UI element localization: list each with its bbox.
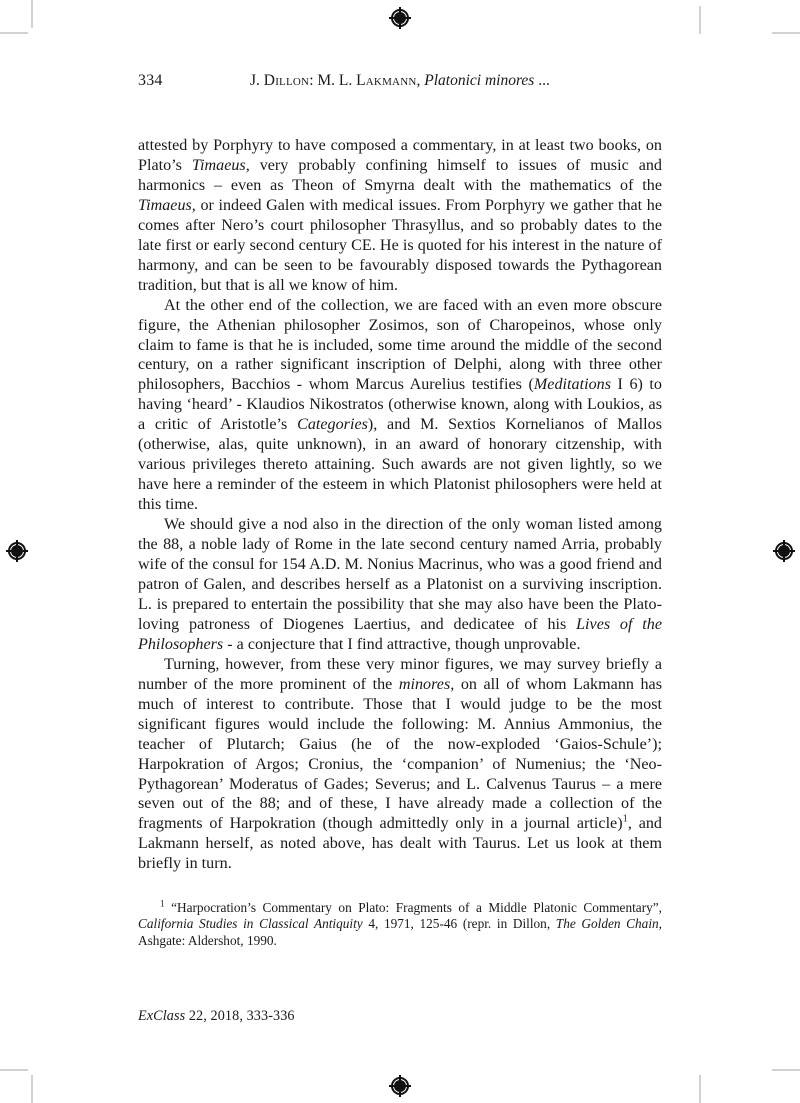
- text-run: At the other end of the collection, we are faced with an even more obscure figure, the Athenian philosopher Zosimos, son of Charopeinos, whose only claim to fame is that he is included, some time around the middle of the second century, on a rather significant inscription of Delphi, along with three other philosophers, Bacchios - whom Marcus Aurelius testifies (: [138, 296, 662, 394]
- footer-citation: 22, 2018, 333-336: [185, 1008, 295, 1024]
- text-run: 4, 1971, 125-46 (repr. in Dillon,: [362, 916, 556, 932]
- text-run: , and Lakmann herself, as noted above, has dealt with Taurus. Let us look at them briefly in turn.: [138, 815, 662, 873]
- registration-target-left: [6, 540, 28, 562]
- crop-mark-top-right-vertical: [699, 6, 701, 34]
- running-head-reviewed-author-smallcaps: Lakmann: [356, 72, 417, 89]
- crop-mark-top-left-horizontal: [0, 32, 28, 34]
- running-head-author: J. Dillon: [250, 72, 310, 89]
- para-minores-survey: [138, 655, 662, 874]
- italic-run: Timaeus,: [138, 196, 196, 214]
- footnote-marker: 1: [160, 898, 165, 909]
- registration-target-top: [389, 7, 411, 29]
- crop-mark-top-right-horizontal: [772, 32, 800, 34]
- text-run: very probably confining himself to issues of music and harmonics – even as Theon of Smyrna dealt with the mathematics of the: [138, 156, 662, 194]
- registration-dot: [394, 1080, 406, 1092]
- running-head-reviewed-title: Platonici minores: [424, 72, 535, 89]
- italic-run: minores,: [398, 675, 455, 693]
- running-head-author-smallcaps: Dillon: [263, 72, 310, 89]
- registration-dot: [394, 12, 406, 24]
- text-run: on all of whom Lakmann has much of interest to contribute. Those that I would judge to be the most significant figures would include the following: M. Annius Ammonius, the teacher of Plutarch; Gaius (he of the now-exploded ‘Gaios-Schule’); Harpokration of Argos; Cronius, the ‘companion’ of Numenius; the ‘Neo-Pythagorean’ Moderatus of Gades; Severus; and L. Calvenus Taurus – a mere seven out of the 88; and of these, I have already made a collection of the fragments of Harpokration (though admittedly only in a journal article): [138, 675, 662, 833]
- text-run: “Harpocration’s Commentary on Plato: Fragments of a Middle Platonic Commentary”,: [164, 900, 662, 915]
- text-run: We should give a nod also in the direction of the only woman listed among the 88, a noble lady of Rome in the late second century named Arria, probably wife of the consul for 154 A.D. M. Nonius Macrinus, who was a good friend and patron of Galen, and describes herself as a Platonist on a surviving inscription. L. is prepared to entertain the possibility that she may also have been the Plato-loving patroness of Diogenes Laertius, and dedicatee of his: [138, 516, 662, 633]
- crop-mark-top-left-vertical: [31, 0, 33, 28]
- para-zosimos: [138, 296, 662, 515]
- footnote-reference[interactable]: 1: [622, 814, 628, 826]
- footnote-area: [138, 900, 662, 949]
- crop-mark-bottom-right-vertical: [699, 1075, 701, 1103]
- italic-run: Lives of the Philosophers: [138, 615, 662, 653]
- text-run: Turning, however, from these very minor figures, we may survey briefly a number of the more prominent of the: [138, 655, 662, 693]
- body-text-column: [138, 136, 662, 874]
- registration-target-right: [773, 540, 795, 562]
- registration-dot: [11, 545, 23, 557]
- italic-run: Timaeus,: [191, 156, 250, 174]
- running-head-title: [250, 72, 550, 90]
- running-head-comma: ,: [416, 72, 425, 89]
- text-run: Ashgate: Aldershot, 1990.: [138, 932, 277, 948]
- italic-run: California Studies in Classical Antiquity: [138, 916, 363, 932]
- running-head-ellipsis: ...: [534, 72, 550, 89]
- crop-mark-bottom-left-horizontal: [0, 1069, 28, 1071]
- footnote-1: [138, 900, 662, 949]
- text-run: attested by Porphyry to have composed a commentary, in at least two books, on Plato’s: [138, 137, 662, 174]
- italic-run: Meditations: [533, 376, 611, 394]
- italic-run: The Golden Chain,: [555, 916, 662, 932]
- text-run: ), and M. Sextios Kornelianos of Mallos (otherwise, alas, quite unknown), in an award of honorary citzenship, with various privileges thereto attaining. Such awards are not given lightly, so we have here a reminder of the esteem in which Platonist philosophers were held at this time.: [138, 416, 662, 514]
- para-thrasyllus: [138, 136, 662, 296]
- running-head-separator: :: [309, 72, 318, 89]
- registration-dot: [778, 545, 790, 557]
- crop-mark-bottom-right-horizontal: [772, 1069, 800, 1071]
- registration-target-bottom: [389, 1075, 411, 1097]
- footer-journal-name: ExClass: [138, 1008, 186, 1024]
- running-head-reviewed-author: M. L. Lakmann: [317, 72, 417, 89]
- italic-run: Categories: [297, 416, 368, 434]
- page-number: 334: [138, 72, 163, 89]
- page-footer: [138, 1008, 295, 1025]
- crop-mark-bottom-left-vertical: [31, 1075, 33, 1103]
- text-run: or indeed Galen with medical issues. From Porphyry we gather that he comes after Nero’s court philosopher Thrasyllus, and so probably dates to the late first or early second century CE. He is quoted for his interest in the nature of harmony, and can be seen to be favourably disposed towards the Pythagorean tradition, but that is all we know of him.: [138, 196, 662, 294]
- text-run: I 6) to having ‘heard’ - Klaudios Nikostratos (otherwise known, along with Loukios, as a critic of Aristotle’s: [138, 376, 662, 434]
- text-run: - a conjecture that I find attractive, though unprovable.: [223, 635, 581, 653]
- para-arria: [138, 515, 662, 655]
